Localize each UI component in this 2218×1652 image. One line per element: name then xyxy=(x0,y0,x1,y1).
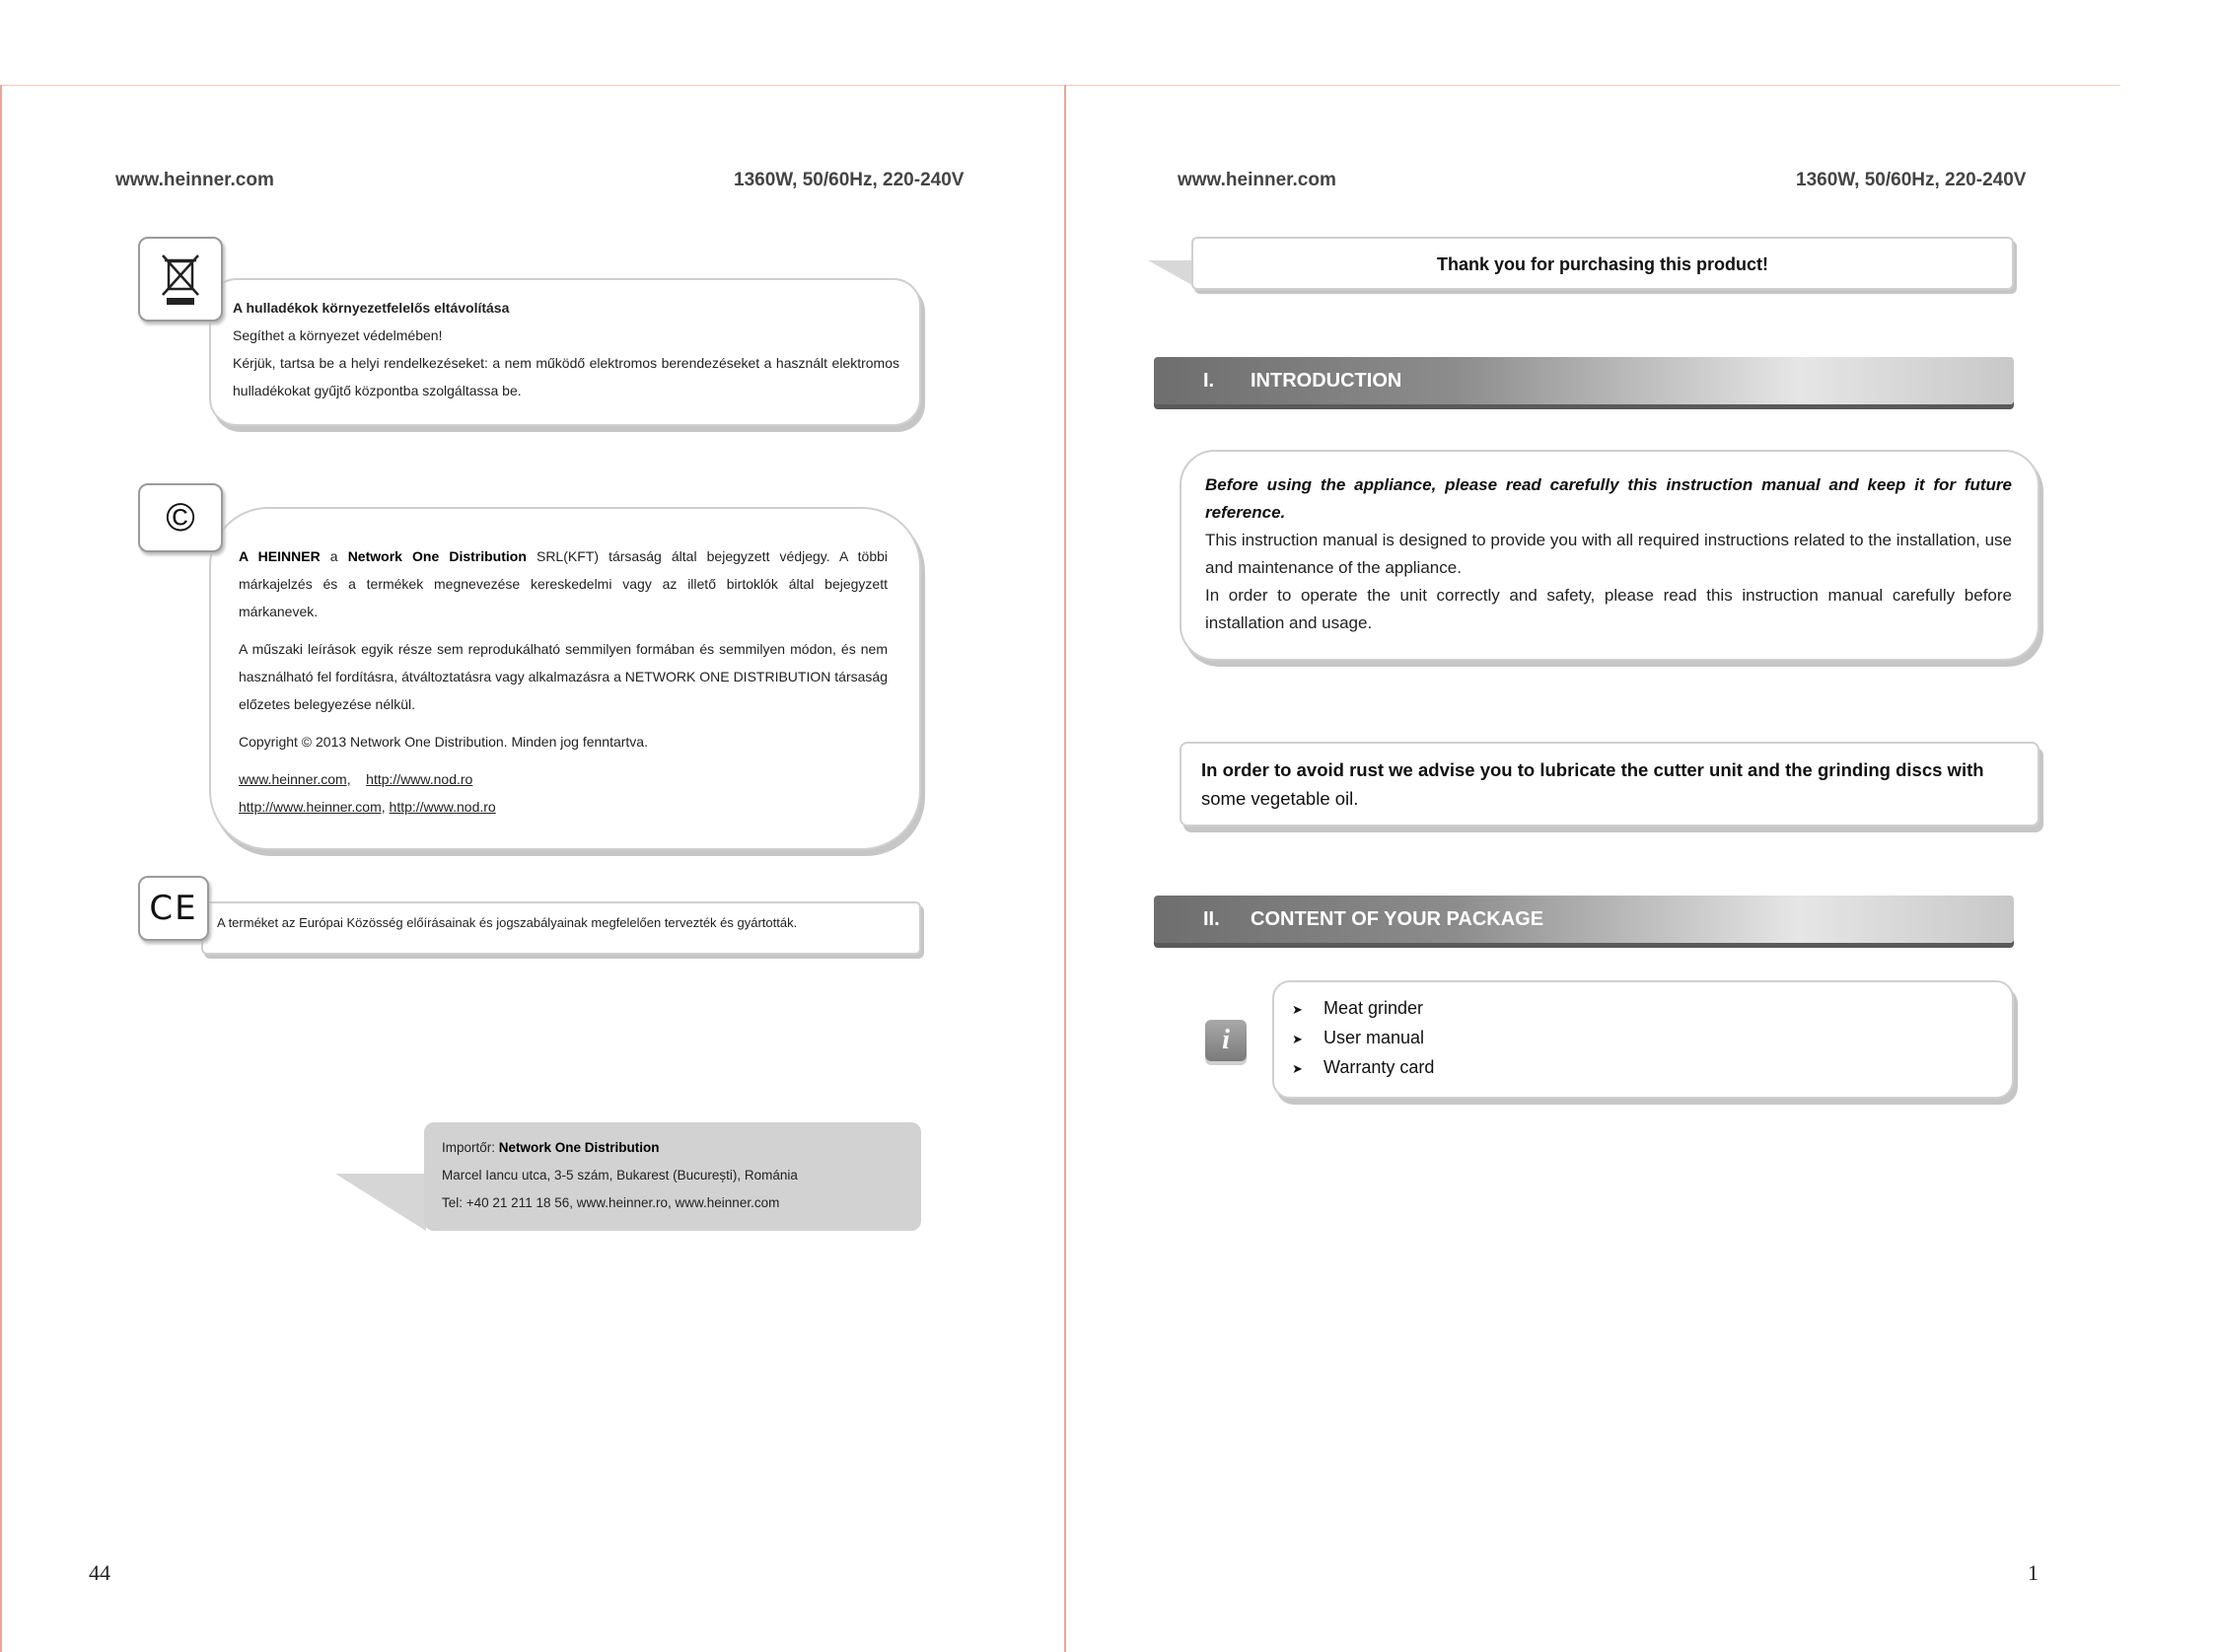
importer-pointer xyxy=(335,1174,426,1231)
section-package-header xyxy=(1154,896,2014,943)
right-page-number: 1 xyxy=(2028,1560,2039,1585)
trademark-paragraph xyxy=(239,542,888,625)
section-1-number: I. xyxy=(1203,370,1215,392)
section-1-title: INTRODUCTION xyxy=(1251,370,1402,392)
right-header-site: www.heinner.com xyxy=(1178,170,1336,190)
importer-label: Importőr: xyxy=(442,1140,499,1155)
section-2-title: CONTENT OF YOUR PACKAGE xyxy=(1251,908,1544,930)
links-row-1 xyxy=(239,765,888,793)
left-page-number: 44 xyxy=(89,1560,110,1585)
copyright-line: Copyright © 2013 Network One Distribution. Minden jog fenntartva. xyxy=(239,734,648,750)
intro-bubble xyxy=(1180,450,2039,661)
disposal-line2: Kérjük, tartsa be a helyi rendelkezéseket: a nem működő elektromos berendezéseket a használt elektromos hulladékokat gyűjtő központba szolgáltassa be. xyxy=(233,355,899,398)
left-page-border xyxy=(0,85,2,1652)
section-introduction-header xyxy=(1154,357,2014,404)
heinner-link-2[interactable]: http://www.heinner.com, xyxy=(239,799,386,815)
copyright-bubble xyxy=(209,507,921,850)
arrow-bullet-icon: ➤ xyxy=(1292,1061,1303,1076)
package-list xyxy=(1292,994,1434,1083)
links-row-2 xyxy=(239,793,888,821)
disposal-line1: Segíthet a környezet védelmében! xyxy=(233,327,443,343)
section-2-number: II. xyxy=(1203,908,1220,930)
importer-box xyxy=(424,1122,921,1231)
thanks-pointer xyxy=(1148,258,1197,290)
ce-text: A terméket az Európai Közösség előírásainak és jogszabályainak megfelelően tervezték és gyártották. xyxy=(217,915,798,930)
nod-link[interactable]: http://www.nod.ro xyxy=(366,771,473,787)
package-item-label: User manual xyxy=(1324,1028,1425,1047)
copyright-symbol: © xyxy=(166,495,195,539)
package-item xyxy=(1292,1053,1434,1083)
importer-line xyxy=(442,1134,798,1162)
page-divider xyxy=(1064,85,1066,1652)
left-header-specs: 1360W, 50/60Hz, 220-240V xyxy=(734,170,965,190)
importer-address: Marcel Iancu utca, 3-5 szám, Bukarest (București), Románia xyxy=(442,1168,798,1183)
left-header-site: www.heinner.com xyxy=(115,170,274,190)
heinner-link[interactable]: www.heinner.com, xyxy=(239,771,351,787)
ce-bubble xyxy=(201,901,921,955)
rust-note-end: some vegetable oil. xyxy=(1201,788,1359,809)
package-item xyxy=(1292,994,1434,1024)
package-item xyxy=(1292,1024,1434,1053)
arrow-bullet-icon: ➤ xyxy=(1292,1032,1303,1046)
rust-note-box xyxy=(1180,742,2039,826)
copyright-icon xyxy=(138,483,223,552)
ce-mark: CE xyxy=(149,889,198,928)
thanks-banner: Thank you for purchasing this product! xyxy=(1191,237,2014,290)
brand-name: A HEINNER xyxy=(239,548,321,564)
ce-mark-icon xyxy=(138,876,209,941)
trademark-rest: SRL(KFT) társaság által bejegyzett védjegy. A többi márkajelzés és a termékek megnevezése kereskedelmi vagy az illető birtoklók által bejegyzett márkanevek. xyxy=(239,548,888,619)
arrow-bullet-icon: ➤ xyxy=(1292,1002,1303,1017)
nod-link-2[interactable]: http://www.nod.ro xyxy=(389,799,496,815)
company-name: Network One Distribution xyxy=(347,548,527,564)
intro-paragraph-2: In order to operate the unit correctly and safety, please read this instruction manual carefully before installation and usage. xyxy=(1205,586,2012,632)
trademark-conj: a xyxy=(320,548,348,564)
info-icon: i xyxy=(1205,1020,1247,1061)
importer-contact: Tel: +40 21 211 18 56, www.heinner.ro, www.heinner.com xyxy=(442,1195,780,1210)
right-header-specs: 1360W, 50/60Hz, 220-240V xyxy=(1796,170,2027,190)
intro-warning: Before using the appliance, please read carefully this instruction manual and keep it for future reference. xyxy=(1205,475,2012,522)
disposal-title: A hulladékok környezetfelelős eltávolítása xyxy=(233,300,510,316)
package-item-label: Meat grinder xyxy=(1324,998,1424,1018)
package-item-label: Warranty card xyxy=(1324,1057,1435,1077)
weee-bin-icon xyxy=(138,237,223,322)
importer-name: Network One Distribution xyxy=(498,1140,660,1155)
page-top-rule xyxy=(0,85,2120,86)
intro-paragraph-1: This instruction manual is designed to provide you with all required instructions related to the installation, use and maintenance of the appliance. xyxy=(1205,531,2012,577)
rust-note: In order to avoid rust we advise you to lubricate the cutter unit and the grinding discs with xyxy=(1201,759,1984,780)
reproduction-paragraph: A műszaki leírások egyik része sem reprodukálható semmilyen formában és semmilyen módon, és nem használható fel fordításra, átváltoztatásra vagy alkalmazásra a NETWORK ONE DISTRIBUTION társaság előzetes belegyezése nélkül. xyxy=(239,641,888,712)
package-list-box xyxy=(1272,980,2014,1099)
disposal-bubble xyxy=(209,278,921,426)
